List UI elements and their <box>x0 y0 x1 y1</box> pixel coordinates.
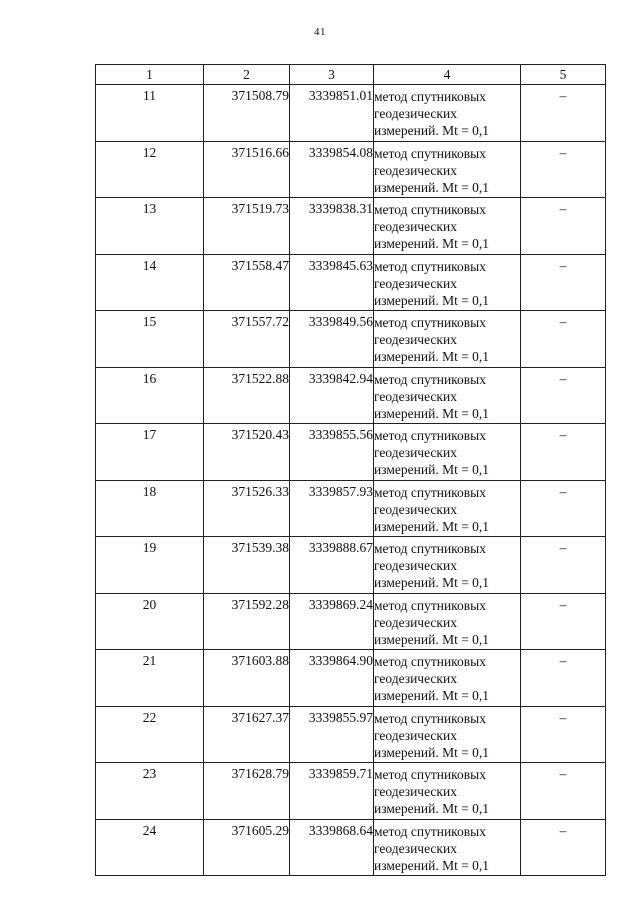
method-cell <box>374 85 521 142</box>
method-line: геодезических <box>374 671 457 686</box>
method-line: метод спутниковых <box>374 89 486 104</box>
method-line: измерений. Mt = 0,1 <box>374 405 490 421</box>
note-cell: – <box>521 537 606 594</box>
coordinate-y: 3339851.01 <box>290 85 374 142</box>
method-line: измерений. Mt = 0,1 <box>374 123 490 138</box>
method-line: измерений. Mt = 0,1 <box>374 575 490 590</box>
note-cell: – <box>521 311 606 368</box>
coordinate-x: 371508.79 <box>204 85 290 142</box>
method-cell <box>374 537 521 594</box>
coordinate-y: 3339842.94 <box>290 367 374 424</box>
coordinate-x: 371516.66 <box>204 141 290 198</box>
coordinate-y: 3339854.08 <box>290 141 374 198</box>
method-line: геодезических <box>374 558 457 573</box>
method-line: измерений. Mt = 0,1 <box>374 462 490 477</box>
point-number: 16 <box>96 367 204 424</box>
method-line: измерений. Mt = 0,1 <box>374 688 490 703</box>
coordinate-y: 3339864.90 <box>290 650 374 707</box>
point-number: 14 <box>96 254 204 311</box>
coordinate-x: 371558.47 <box>204 254 290 311</box>
note-cell: – <box>521 198 606 255</box>
coordinate-x: 371557.72 <box>204 311 290 368</box>
method-line: метод спутниковых <box>374 767 486 782</box>
method-cell <box>374 593 521 650</box>
method-cell <box>374 480 521 537</box>
coordinate-x: 371605.29 <box>204 819 290 876</box>
table-row <box>96 537 606 594</box>
method-line: геодезических <box>374 501 457 517</box>
method-line: геодезических <box>374 219 457 234</box>
point-number: 13 <box>96 198 204 255</box>
method-line: измерений. Mt = 0,1 <box>374 179 490 195</box>
point-number: 15 <box>96 311 204 368</box>
note-cell: – <box>521 819 606 876</box>
coordinate-x: 371628.79 <box>204 763 290 820</box>
note-cell: – <box>521 763 606 820</box>
method-line: метод спутниковых <box>374 371 486 387</box>
coordinate-y: 3339845.63 <box>290 254 374 311</box>
method-line: метод спутниковых <box>374 597 486 613</box>
method-line: измерений. Mt = 0,1 <box>374 857 490 873</box>
note-cell: – <box>521 254 606 311</box>
table-row <box>96 141 606 198</box>
method-line: метод спутниковых <box>374 710 486 726</box>
method-line: геодезических <box>374 445 457 460</box>
coordinate-y: 3339857.93 <box>290 480 374 537</box>
table-row <box>96 480 606 537</box>
note-cell: – <box>521 480 606 537</box>
method-line: метод спутниковых <box>374 428 486 443</box>
coordinate-x: 371520.43 <box>204 424 290 481</box>
method-line: геодезических <box>374 275 457 291</box>
method-line: геодезических <box>374 106 457 121</box>
method-line: метод спутниковых <box>374 315 486 330</box>
method-line: метод спутниковых <box>374 145 486 161</box>
coordinate-y: 3339838.31 <box>290 198 374 255</box>
method-line: геодезических <box>374 784 457 799</box>
header-col-1: 1 <box>96 65 204 85</box>
method-line: геодезических <box>374 388 457 404</box>
coordinate-x: 371603.88 <box>204 650 290 707</box>
point-number: 12 <box>96 141 204 198</box>
method-line: метод спутниковых <box>374 541 486 556</box>
table-row <box>96 311 606 368</box>
page-number: 41 <box>314 26 326 38</box>
method-line: измерений. Mt = 0,1 <box>374 236 490 251</box>
coordinate-x: 371519.73 <box>204 198 290 255</box>
coordinate-y: 3339855.56 <box>290 424 374 481</box>
note-cell: – <box>521 706 606 763</box>
coordinate-y: 3339859.71 <box>290 763 374 820</box>
table-row <box>96 706 606 763</box>
method-cell <box>374 819 521 876</box>
note-cell: – <box>521 650 606 707</box>
method-line: метод спутниковых <box>374 484 486 500</box>
note-cell: – <box>521 593 606 650</box>
method-line: метод спутниковых <box>374 258 486 274</box>
method-line: геодезических <box>374 840 457 856</box>
table-header-row <box>96 65 606 85</box>
point-number: 21 <box>96 650 204 707</box>
coordinate-y: 3339855.97 <box>290 706 374 763</box>
coordinate-x: 371592.28 <box>204 593 290 650</box>
coordinate-y: 3339868.64 <box>290 819 374 876</box>
table-row <box>96 424 606 481</box>
method-cell <box>374 311 521 368</box>
note-cell: – <box>521 85 606 142</box>
method-line: геодезических <box>374 614 457 630</box>
method-line: измерений. Mt = 0,1 <box>374 292 490 308</box>
method-line: метод спутниковых <box>374 823 486 839</box>
method-cell <box>374 706 521 763</box>
method-cell <box>374 198 521 255</box>
table-row <box>96 593 606 650</box>
method-cell <box>374 367 521 424</box>
method-line: измерений. Mt = 0,1 <box>374 801 490 816</box>
coordinate-x: 371627.37 <box>204 706 290 763</box>
coordinates-table <box>95 64 606 876</box>
method-line: метод спутниковых <box>374 202 486 217</box>
table-row <box>96 85 606 142</box>
point-number: 11 <box>96 85 204 142</box>
coordinate-y: 3339888.67 <box>290 537 374 594</box>
method-cell <box>374 650 521 707</box>
method-line: метод спутниковых <box>374 654 486 669</box>
method-line: измерений. Mt = 0,1 <box>374 518 490 534</box>
table-row <box>96 763 606 820</box>
method-cell <box>374 424 521 481</box>
header-col-3: 3 <box>290 65 374 85</box>
method-line: геодезических <box>374 727 457 743</box>
point-number: 19 <box>96 537 204 594</box>
method-cell <box>374 254 521 311</box>
point-number: 23 <box>96 763 204 820</box>
method-line: измерений. Mt = 0,1 <box>374 349 490 364</box>
method-cell <box>374 141 521 198</box>
method-cell <box>374 763 521 820</box>
note-cell: – <box>521 367 606 424</box>
note-cell: – <box>521 424 606 481</box>
coordinate-y: 3339869.24 <box>290 593 374 650</box>
table-body <box>96 85 606 876</box>
point-number: 18 <box>96 480 204 537</box>
header-col-2: 2 <box>204 65 290 85</box>
coordinate-x: 371522.88 <box>204 367 290 424</box>
point-number: 22 <box>96 706 204 763</box>
coordinate-x: 371526.33 <box>204 480 290 537</box>
point-number: 17 <box>96 424 204 481</box>
table-row <box>96 198 606 255</box>
method-line: измерений. Mt = 0,1 <box>374 744 490 760</box>
header-col-4: 4 <box>374 65 521 85</box>
coordinate-x: 371539.38 <box>204 537 290 594</box>
note-cell: – <box>521 141 606 198</box>
point-number: 24 <box>96 819 204 876</box>
table-row <box>96 819 606 876</box>
table-row <box>96 650 606 707</box>
point-number: 20 <box>96 593 204 650</box>
header-col-5: 5 <box>521 65 606 85</box>
coordinate-y: 3339849.56 <box>290 311 374 368</box>
method-line: геодезических <box>374 162 457 178</box>
table-row <box>96 254 606 311</box>
table-row <box>96 367 606 424</box>
method-line: геодезических <box>374 332 457 347</box>
method-line: измерений. Mt = 0,1 <box>374 631 490 647</box>
